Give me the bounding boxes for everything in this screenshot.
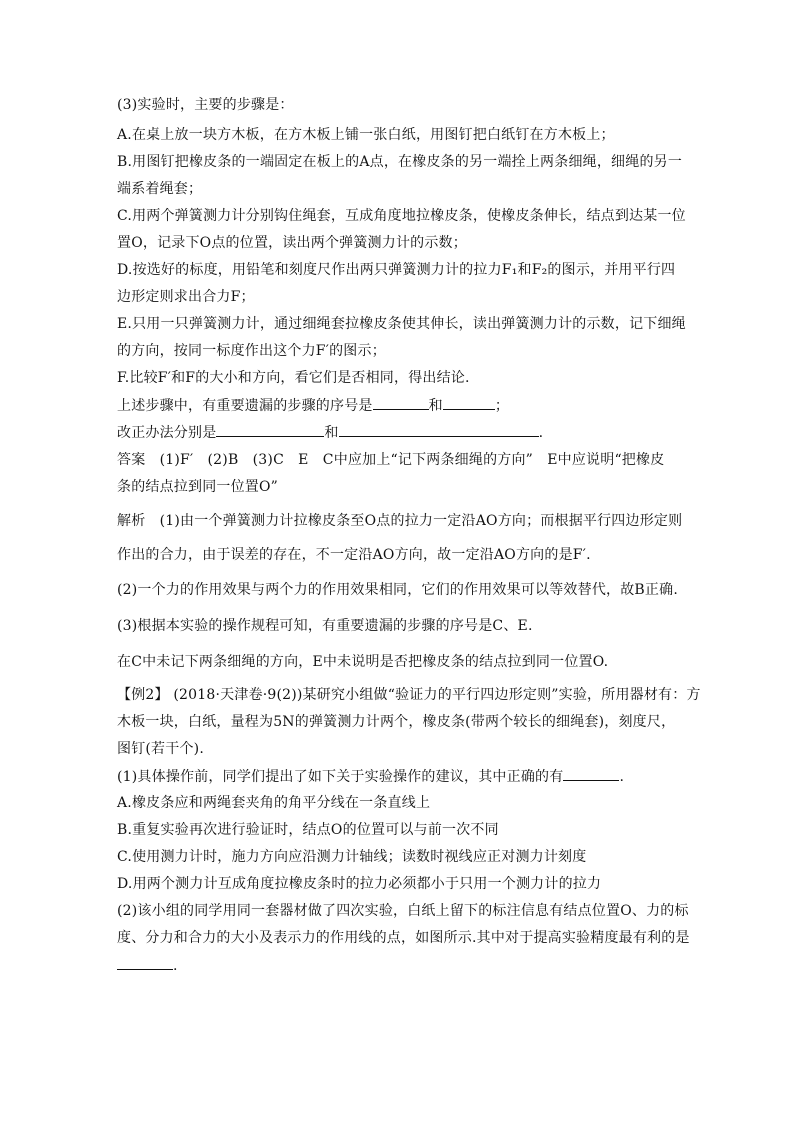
conjunction-and-2: 和 — [324, 425, 339, 441]
step-f: F.比较F′和F的大小和方向，看它们是否相同，得出结论. — [117, 370, 470, 386]
option-b: B.重复实验再次进行验证时，结点O的位置可以与前一次不同 — [117, 822, 499, 838]
analysis-p2: (2)一个力的作用效果与两个力的作用效果相同，它们的作用效果可以等效替代，故B正确. — [117, 582, 678, 598]
answer-blank-1[interactable] — [373, 395, 429, 410]
step-a: A.在桌上放一块方木板，在方木板上铺一张白纸，用图钉把白纸钉在方木板上； — [117, 127, 615, 143]
answer-blank-2[interactable] — [443, 395, 495, 410]
example2-q1-text: (1)具体操作前，同学们提出了如下关于实验操作的建议，其中正确的有 — [117, 769, 564, 785]
example2-line2: 木板一块，白纸，量程为5N的弹簧测力计两个，橡皮条(带两个较长的细绳套)，刻度尺， — [117, 714, 676, 730]
answer-blank-3[interactable] — [216, 422, 324, 437]
example2-q2-line2: 度、分力和合力的大小及表示力的作用线的点，如图所示.其中对于提高实验精度最有利的是 — [117, 930, 690, 946]
analysis-p3: (3)根据本实验的操作规程可知，有重要遗漏的步骤的序号是C、E. — [117, 618, 533, 634]
question-corrections — [117, 422, 677, 443]
example2-line3: 图钉(若干个). — [117, 741, 204, 757]
step-b-line2: 端系着绳套； — [117, 181, 203, 197]
analysis-p4: 在C中未记下两条细绳的方向，E中未说明是否把橡皮条的结点拉到同一位置O. — [117, 654, 609, 670]
question-corrections-text: 改正办法分别是 — [117, 425, 217, 441]
option-a: A.橡皮条应和两绳套夹角的角平分线在一条直线上 — [117, 795, 431, 811]
answer-line2: 条的结点拉到同一位置O” — [117, 479, 279, 495]
period: . — [538, 425, 544, 441]
step-e-line1: E.只用一只弹簧测力计，通过细绳套拉橡皮条使其伸长，读出弹簧测力计的示数，记下细绳 — [117, 316, 686, 332]
q1-period: . — [619, 769, 625, 785]
example2-q2-line3 — [117, 955, 677, 976]
question-omitted-steps — [117, 395, 677, 416]
answer-blank-5[interactable] — [563, 766, 619, 781]
answer-blank-6[interactable] — [117, 955, 173, 970]
example2-line1: 【例2】 (2018·天津卷·9(2))某研究小组做“验证力的平行四边形定则”实验，所用器材有：方 — [117, 687, 701, 703]
step-b-line1: B.用图钉把橡皮条的一端固定在板上的A点，在橡皮条的另一端拴上两条细绳，细绳的另一 — [117, 154, 683, 170]
step-d-line2: 边形定则求出合力F； — [117, 289, 255, 305]
step-e-line2: 的方向，按同一标度作出这个力F′的图示； — [117, 343, 386, 359]
example2-q2-line1: (2)该小组的同学用同一套器材做了四次实验，白纸上留下的标注信息有结点位置O、力的标 — [117, 903, 689, 919]
analysis-p1-line1: 解析 (1)由一个弹簧测力计拉橡皮条至O点的拉力一定沿AO方向；而根据平行四边形定则 — [117, 513, 683, 529]
example2-q1 — [117, 766, 677, 787]
q2-period: . — [173, 958, 178, 974]
q3-title: (3)实验时，主要的步骤是： — [117, 97, 294, 113]
question-omitted-steps-text: 上述步骤中，有重要遗漏的步骤的序号是 — [117, 398, 373, 414]
conjunction-and: 和 — [428, 398, 443, 414]
option-d: D.用两个测力计互成角度拉橡皮条时的拉力必须都小于只用一个测力计的拉力 — [117, 876, 602, 892]
semicolon: ； — [494, 398, 510, 414]
answer-line1: 答案 (1)F′ (2)B (3)C E C中应加上“记下两条细绳的方向” E中应说明“把橡皮 — [117, 452, 665, 468]
option-c: C.使用测力计时，施力方向应沿测力计轴线；读数时视线应正对测力计刻度 — [117, 849, 587, 865]
answer-blank-4[interactable] — [339, 422, 539, 437]
step-d-line1: D.按选好的标度，用铅笔和刻度尺作出两只弹簧测力计的拉力F₁和F₂的图示，并用平行四 — [117, 262, 676, 278]
step-c-line1: C.用两个弹簧测力计分别钩住绳套，互成角度地拉橡皮条，使橡皮条伸长，结点到达某一位 — [117, 208, 686, 224]
analysis-p1-line2: 作出的合力，由于误差的存在，不一定沿AO方向，故一定沿AO方向的是F′. — [117, 547, 591, 563]
step-c-line2: 置O，记录下O点的位置，读出两个弹簧测力计的示数； — [117, 235, 467, 251]
